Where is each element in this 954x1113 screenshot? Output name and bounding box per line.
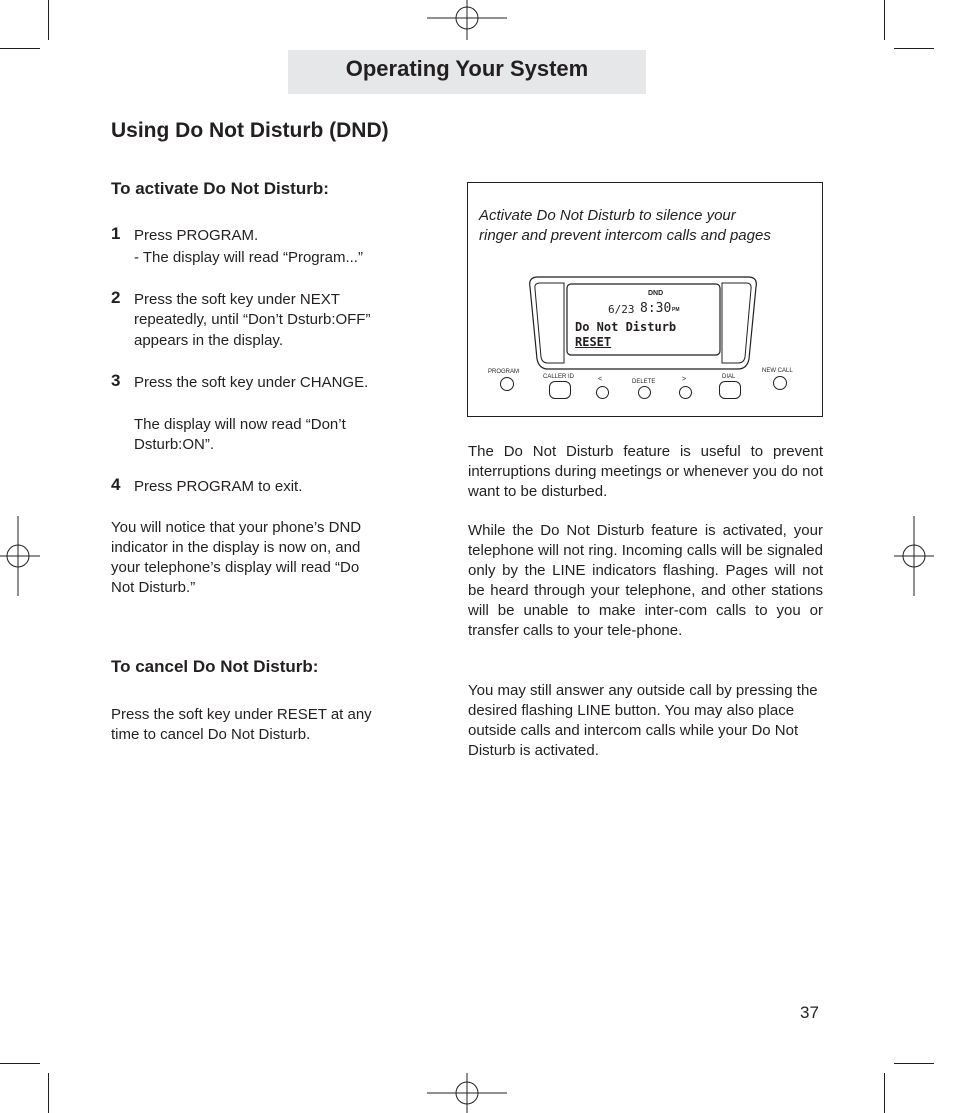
display-time: 8:30 bbox=[640, 301, 672, 316]
figure-caption-line: Activate Do Not Disturb to silence your bbox=[479, 207, 736, 224]
new-call-button[interactable] bbox=[773, 376, 787, 390]
dial-label: DIAL bbox=[722, 374, 736, 380]
paragraph-purpose: The Do Not Disturb feature is useful to prevent interruptions during meetings or whenever you do not want to be disturbed. bbox=[468, 443, 823, 500]
cancel-line: time to cancel Do Not Disturb. bbox=[111, 726, 311, 743]
registration-mark-bottom bbox=[427, 1073, 507, 1113]
display-line1: Do Not Disturb bbox=[575, 320, 677, 334]
caller-id-label: CALLER ID bbox=[543, 374, 575, 380]
step-text: The display will now read “Don’t bbox=[134, 416, 346, 433]
activate-heading: To activate Do Not Disturb: bbox=[111, 179, 329, 198]
left-arrow-label: < bbox=[598, 376, 603, 383]
step-text: appears in the display. bbox=[134, 332, 283, 349]
new-call-label: NEW CALL bbox=[762, 368, 793, 374]
step-text: - The display will read “Program...” bbox=[134, 249, 363, 266]
note-line: your telephone’s display will read “Do bbox=[111, 559, 360, 576]
step-text: Press PROGRAM to exit. bbox=[134, 478, 303, 495]
step-text: Press PROGRAM. bbox=[134, 227, 259, 244]
registration-mark-right bbox=[894, 516, 934, 596]
right-arrow-label: > bbox=[682, 376, 687, 383]
section-title: Using Do Not Disturb (DND) bbox=[111, 119, 389, 142]
step-number: 3 bbox=[111, 371, 121, 390]
program-button[interactable] bbox=[500, 377, 514, 391]
caller-id-button[interactable] bbox=[549, 381, 571, 399]
dnd-indicator: DND bbox=[648, 290, 664, 297]
paragraph-activated: While the Do Not Disturb feature is activated, your telephone will not ring. Incoming calls will be signaled only by the LINE indicators flashing. Pages will not be heard through your telephone, and other stations will be unable to make inter-com calls to you or transfer calls to your tele-phone. bbox=[468, 522, 823, 639]
paragraph-outside-calls: You may still answer any outside call by pressing the desired flashing LINE button. You may also place outside calls and intercom calls while your Do Not Disturb is activated. bbox=[468, 682, 818, 759]
display-line2: RESET bbox=[575, 335, 612, 349]
left-arrow-button[interactable] bbox=[596, 386, 609, 399]
note-line: indicator in the display is now on, and bbox=[111, 539, 361, 556]
step-text: Press the soft key under NEXT bbox=[134, 291, 340, 308]
program-label: PROGRAM bbox=[488, 369, 520, 375]
header-title: Operating Your System bbox=[345, 56, 589, 81]
step-number: 1 bbox=[111, 224, 121, 243]
right-arrow-button[interactable] bbox=[679, 386, 692, 399]
dial-button[interactable] bbox=[719, 381, 741, 399]
step-text: Dsturb:ON”. bbox=[134, 436, 215, 453]
note-line: You will notice that your phone’s DND bbox=[111, 519, 362, 536]
note-line: Not Disturb.” bbox=[111, 579, 196, 596]
step-text: Press the soft key under CHANGE. bbox=[134, 374, 369, 391]
cancel-line: Press the soft key under RESET at any bbox=[111, 706, 372, 723]
registration-mark-top bbox=[427, 0, 507, 40]
cancel-heading: To cancel Do Not Disturb: bbox=[111, 657, 319, 676]
display-ampm: PM bbox=[672, 307, 680, 313]
registration-mark-left bbox=[0, 516, 40, 596]
phone-figure bbox=[467, 182, 823, 417]
step-text: repeatedly, until “Don’t Dsturb:OFF” bbox=[134, 311, 371, 328]
page-header bbox=[288, 50, 646, 94]
step-number: 4 bbox=[111, 475, 121, 494]
delete-label: DELETE bbox=[632, 379, 656, 385]
step-number: 2 bbox=[111, 288, 121, 307]
display-date: 6/23 bbox=[608, 303, 635, 316]
page-number: 37 bbox=[800, 1003, 819, 1022]
figure-caption-line: ringer and prevent intercom calls and pages bbox=[479, 227, 771, 244]
delete-button[interactable] bbox=[638, 386, 651, 399]
